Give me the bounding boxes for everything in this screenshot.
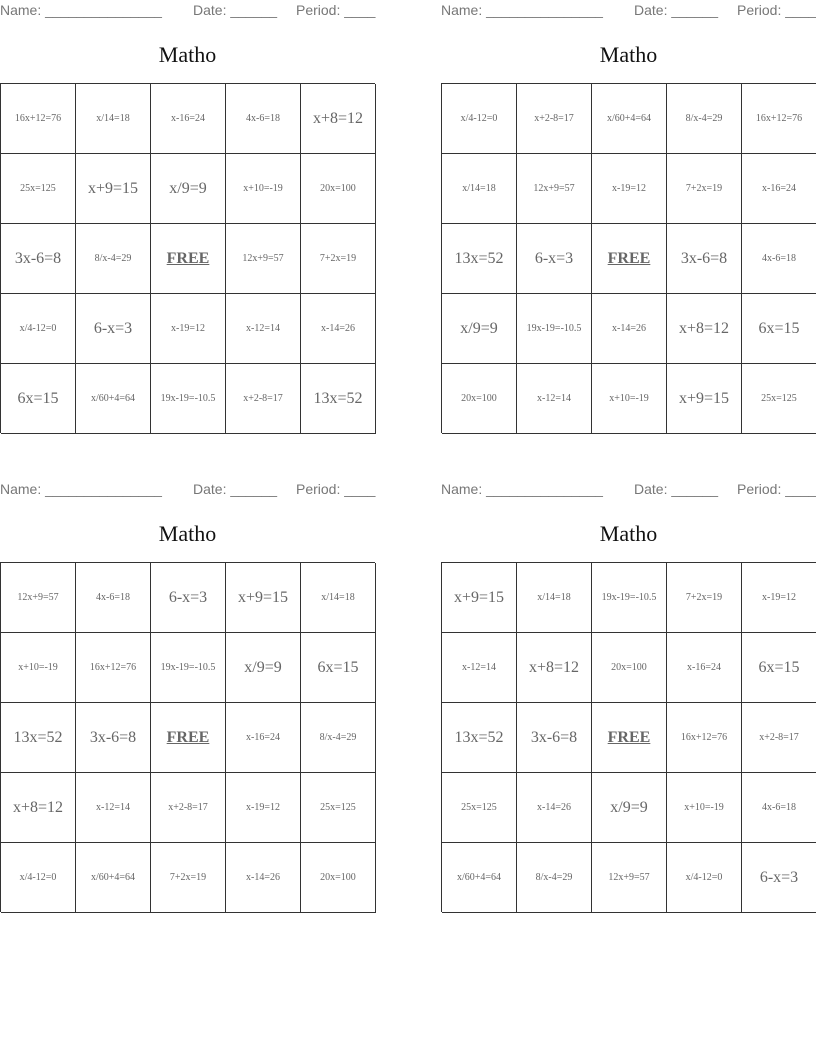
equation-cell: 25x=125 (442, 773, 517, 843)
bingo-grid (441, 562, 816, 912)
equation-cell: 4x-6=18 (742, 773, 816, 843)
equation-cell: 20x=100 (301, 154, 376, 224)
equation-cell: x/4-12=0 (1, 294, 76, 364)
equation-cell: x+2-8=17 (742, 703, 816, 773)
card-title: Matho (158, 42, 217, 67)
equation-cell: 6-x=3 (742, 843, 816, 913)
equation-cell: 6-x=3 (76, 294, 151, 364)
equation-cell: x+10=-19 (667, 773, 742, 843)
equation-cell: 4x-6=18 (742, 224, 816, 294)
equation-cell: x+8=12 (517, 633, 592, 703)
equation-cell: x-16=24 (226, 703, 301, 773)
equation-cell: x-19=12 (226, 773, 301, 843)
equation-cell: x+2-8=17 (517, 84, 592, 154)
equation-cell: 8/x-4=29 (667, 84, 742, 154)
card-header (0, 2, 375, 20)
equation-cell: x/9=9 (442, 294, 517, 364)
equation-cell: x/4-12=0 (442, 84, 517, 154)
equation-cell: x/9=9 (592, 773, 667, 843)
date-field-label: Date: ______ (193, 481, 278, 497)
equation-cell: 19x-19=-10.5 (151, 633, 226, 703)
date-field-label: Date: ______ (634, 2, 719, 18)
equation-cell: 3x-6=8 (76, 703, 151, 773)
equation-cell: x+10=-19 (1, 633, 76, 703)
bingo-grid (441, 83, 816, 433)
equation-cell: 7+2x=19 (667, 563, 742, 633)
equation-cell: x+8=12 (667, 294, 742, 364)
equation-cell: x-12=14 (226, 294, 301, 364)
equation-cell: 20x=100 (301, 843, 376, 913)
equation-cell: 7+2x=19 (151, 843, 226, 913)
equation-cell: x+8=12 (1, 773, 76, 843)
equation-cell: 16x+12=76 (742, 84, 816, 154)
equation-cell: 4x-6=18 (76, 563, 151, 633)
equation-cell: 13x=52 (1, 703, 76, 773)
period-field-label: Period: ____ (737, 2, 816, 18)
name-field-label: Name: _______________ (441, 2, 603, 18)
equation-cell: x/14=18 (517, 563, 592, 633)
bingo-grid (0, 562, 375, 912)
name-field-label: Name: _______________ (441, 481, 603, 497)
card-title: Matho (158, 521, 217, 546)
equation-cell: 6x=15 (301, 633, 376, 703)
equation-cell: x-19=12 (742, 563, 816, 633)
equation-cell: x-14=26 (226, 843, 301, 913)
equation-cell: 3x-6=8 (1, 224, 76, 294)
equation-cell: x+2-8=17 (226, 364, 301, 434)
free-space-cell: FREE (592, 224, 667, 294)
equation-cell: x+8=12 (301, 84, 376, 154)
equation-cell: 25x=125 (301, 773, 376, 843)
equation-cell: x+9=15 (226, 563, 301, 633)
free-space-cell: FREE (151, 703, 226, 773)
period-field-label: Period: ____ (296, 2, 376, 18)
card-title: Matho (599, 42, 658, 67)
equation-cell: 3x-6=8 (667, 224, 742, 294)
equation-cell: x/14=18 (301, 563, 376, 633)
equation-cell: 13x=52 (301, 364, 376, 434)
equation-cell: 6x=15 (1, 364, 76, 434)
equation-cell: 12x+9=57 (517, 154, 592, 224)
card-header (441, 481, 816, 499)
equation-cell: 16x+12=76 (1, 84, 76, 154)
equation-cell: 25x=125 (1, 154, 76, 224)
date-field-label: Date: ______ (193, 2, 278, 18)
equation-cell: 19x-19=-10.5 (151, 364, 226, 434)
equation-cell: 6x=15 (742, 633, 816, 703)
equation-cell: x/4-12=0 (1, 843, 76, 913)
equation-cell: x-14=26 (592, 294, 667, 364)
equation-cell: x/60+4=64 (76, 364, 151, 434)
equation-cell: 7+2x=19 (301, 224, 376, 294)
equation-cell: x-12=14 (76, 773, 151, 843)
equation-cell: 25x=125 (742, 364, 816, 434)
equation-cell: x+10=-19 (592, 364, 667, 434)
date-field-label: Date: ______ (634, 481, 719, 497)
equation-cell: 8/x-4=29 (301, 703, 376, 773)
equation-cell: 12x+9=57 (226, 224, 301, 294)
card-title: Matho (599, 521, 658, 546)
equation-cell: x-16=24 (151, 84, 226, 154)
free-space-cell: FREE (151, 224, 226, 294)
equation-cell: x+9=15 (442, 563, 517, 633)
equation-cell: 19x-19=-10.5 (517, 294, 592, 364)
equation-cell: x+10=-19 (226, 154, 301, 224)
equation-cell: x/60+4=64 (76, 843, 151, 913)
name-field-label: Name: _______________ (0, 2, 162, 18)
equation-cell: x+9=15 (76, 154, 151, 224)
period-field-label: Period: ____ (737, 481, 816, 497)
equation-cell: x+9=15 (667, 364, 742, 434)
equation-cell: 6x=15 (742, 294, 816, 364)
equation-cell: 3x-6=8 (517, 703, 592, 773)
equation-cell: 16x+12=76 (76, 633, 151, 703)
equation-cell: x-16=24 (742, 154, 816, 224)
equation-cell: x+2-8=17 (151, 773, 226, 843)
card-header (0, 481, 375, 499)
equation-cell: 4x-6=18 (226, 84, 301, 154)
bingo-grid (0, 83, 375, 433)
period-field-label: Period: ____ (296, 481, 376, 497)
equation-cell: x/9=9 (226, 633, 301, 703)
name-field-label: Name: _______________ (0, 481, 162, 497)
equation-cell: x/14=18 (442, 154, 517, 224)
equation-cell: 13x=52 (442, 703, 517, 773)
equation-cell: 12x+9=57 (592, 843, 667, 913)
equation-cell: 13x=52 (442, 224, 517, 294)
equation-cell: 6-x=3 (151, 563, 226, 633)
card-header (441, 2, 816, 20)
equation-cell: 8/x-4=29 (517, 843, 592, 913)
equation-cell: x-14=26 (301, 294, 376, 364)
equation-cell: 20x=100 (592, 633, 667, 703)
equation-cell: 6-x=3 (517, 224, 592, 294)
equation-cell: x-19=12 (151, 294, 226, 364)
equation-cell: x-16=24 (667, 633, 742, 703)
equation-cell: x/60+4=64 (442, 843, 517, 913)
equation-cell: x/14=18 (76, 84, 151, 154)
equation-cell: x-12=14 (517, 364, 592, 434)
equation-cell: x-12=14 (442, 633, 517, 703)
equation-cell: 8/x-4=29 (76, 224, 151, 294)
equation-cell: 16x+12=76 (667, 703, 742, 773)
equation-cell: 20x=100 (442, 364, 517, 434)
equation-cell: x/9=9 (151, 154, 226, 224)
equation-cell: 19x-19=-10.5 (592, 563, 667, 633)
equation-cell: 12x+9=57 (1, 563, 76, 633)
equation-cell: 7+2x=19 (667, 154, 742, 224)
free-space-cell: FREE (592, 703, 667, 773)
equation-cell: x-19=12 (592, 154, 667, 224)
equation-cell: x/4-12=0 (667, 843, 742, 913)
equation-cell: x/60+4=64 (592, 84, 667, 154)
equation-cell: x-14=26 (517, 773, 592, 843)
